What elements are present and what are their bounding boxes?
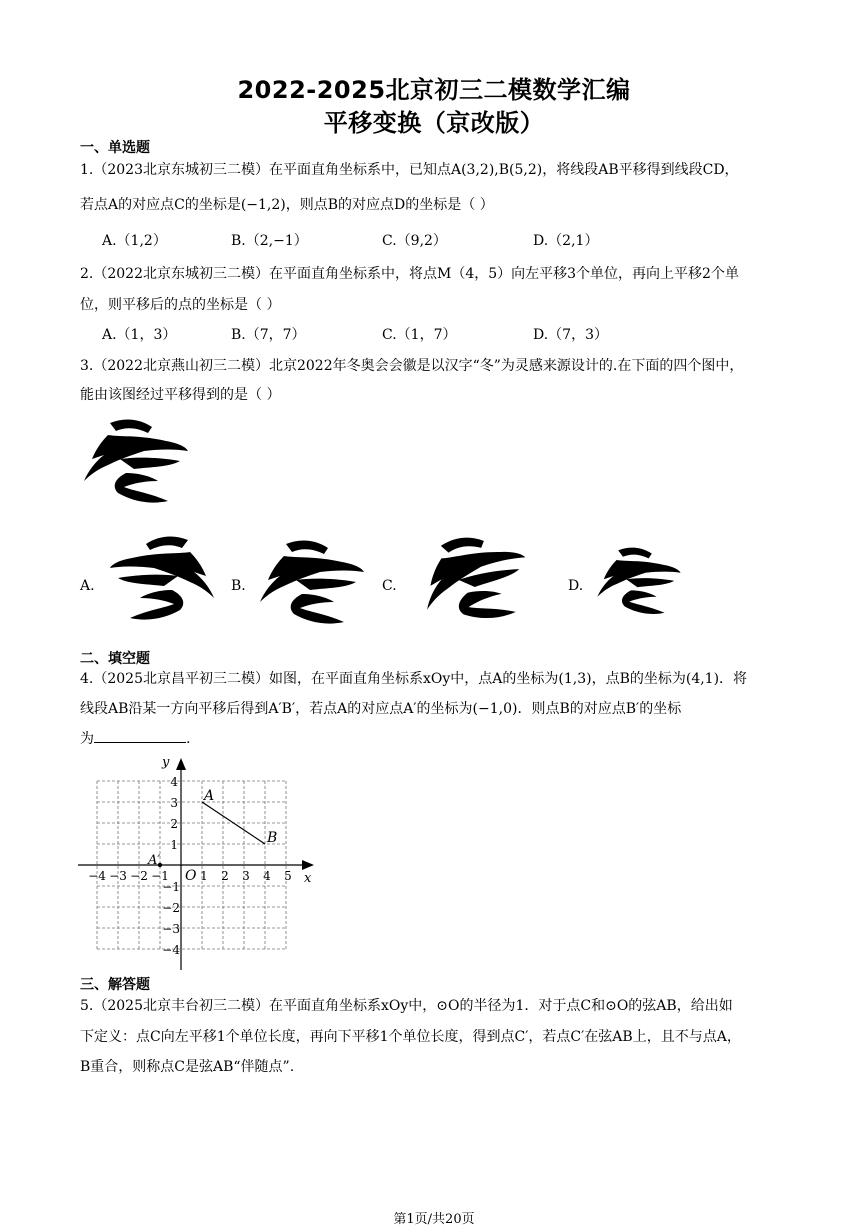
y-tick-label: −3	[162, 922, 180, 936]
x-tick-label: −4	[88, 869, 106, 883]
q5-line2: 下定义：点C向左平移1个单位长度，再向下平移1个单位长度，得到点C′，若点C′在弦AB上，且不与点A，	[80, 1029, 741, 1045]
x-tick-label: 5	[284, 869, 292, 883]
point-a-label: A	[204, 788, 215, 804]
x-axis-label: x	[304, 871, 312, 886]
section-heading-fill-blank: 二、填空题	[80, 651, 150, 667]
section-heading-single-choice: 一、单选题	[80, 140, 150, 156]
q3-option-b: B.	[231, 578, 246, 594]
q1-line1: 1.（2023北京东城初三二模）在平面直角坐标系中，已知点A(3,2),B(5,2)，将线段AB平移得到线段CD，	[80, 162, 739, 178]
q3-option-c: C.	[382, 578, 397, 594]
q4-line3	[80, 728, 190, 748]
y-tick-label: −4	[162, 943, 180, 957]
q1-option-d: D.（2,1）	[533, 233, 599, 249]
q1-line2: 若点A的对应点C的坐标是(−1,2)，则点B的对应点D的坐标是（ ）	[80, 197, 494, 213]
coordinate-graph	[76, 752, 326, 972]
x-axis-arrow-icon	[302, 860, 314, 870]
q4-line2: 线段AB沿某一方向平移后得到A′B′，若点A的对应点A′的坐标为(−1,0)．则点B的对应点B′的坐标	[80, 701, 682, 717]
winter-emblem-option-a-image	[106, 532, 218, 632]
q4-line3-end: .	[186, 731, 191, 747]
point-b-label: B	[267, 830, 278, 846]
x-tick-label: −3	[109, 869, 127, 883]
y-tick-label: 4	[170, 775, 178, 789]
y-tick-label: 3	[170, 796, 178, 810]
winter-emblem-option-d-image	[594, 544, 684, 620]
origin-label: O	[185, 868, 197, 884]
page-footer: 第1页/共20页	[393, 1212, 475, 1227]
y-tick-label: 2	[170, 817, 178, 831]
x-tick-label: −1	[151, 869, 169, 883]
q3-line1: 3.（2022北京燕山初三二模）北京2022年冬奥会会徽是以汉字“冬”为灵感来源设计的.在下面的四个图中，	[80, 358, 744, 374]
y-tick-label: 1	[170, 838, 178, 852]
q2-option-a: A.（1，3）	[102, 327, 177, 343]
q3-option-d: D.	[568, 578, 584, 594]
q2-option-c: C.（1，7）	[382, 327, 457, 343]
q1-option-b: B.（2,−1）	[231, 233, 308, 249]
q1-option-c: C.（9,2）	[382, 233, 447, 249]
x-tick-label: 1	[200, 869, 208, 883]
q2-line2: 位，则平移后的点的坐标是（ ）	[80, 297, 281, 313]
y-axis-label: y	[162, 755, 170, 770]
q2-line1: 2.（2022北京东城初三二模）在平面直角坐标系中，将点M（4，5）向左平移3个单位，再向上平移2个单	[80, 266, 739, 282]
answer-blank[interactable]	[94, 730, 186, 743]
document-subtitle: 平移变换（京改版）	[323, 109, 545, 137]
q5-line1: 5.（2025北京丰台初三二模）在平面直角坐标系xOy中，⊙O的半径为1．对于点C和⊙O的弦AB，给出如	[80, 998, 733, 1014]
q1-option-a: A.（1,2）	[102, 233, 167, 249]
q4-line3-text: 为	[80, 731, 94, 747]
segment-ab	[202, 802, 265, 844]
winter-emblem-option-c-image	[418, 530, 533, 630]
y-tick-label: −1	[162, 880, 180, 894]
q4-line1: 4.（2025北京昌平初三二模）如图，在平面直角坐标系xOy中，点A的坐标为(1,3)，点B的坐标为(4,1)．将	[80, 671, 748, 687]
y-axis-arrow-icon	[176, 758, 186, 770]
winter-emblem-original-image	[80, 415, 192, 510]
point-a-prime-label: A′	[148, 853, 161, 868]
x-tick-label: −2	[130, 869, 148, 883]
x-tick-label: 2	[221, 869, 229, 883]
section-heading-answer: 三、解答题	[80, 977, 150, 993]
q3-option-a: A.	[80, 578, 95, 594]
q5-line3: B重合，则称点C是弦AB“伴随点”.	[80, 1059, 295, 1075]
x-tick-label: 3	[242, 869, 250, 883]
document-title: 2022-2025北京初三二模数学汇编	[237, 76, 631, 104]
y-tick-label: −2	[162, 901, 180, 915]
winter-emblem-option-b-image	[256, 536, 368, 631]
q2-option-d: D.（7，3）	[533, 327, 608, 343]
x-tick-label: 4	[263, 869, 271, 883]
q2-option-b: B.（7，7）	[231, 327, 306, 343]
q3-line2: 能由该图经过平移得到的是（ ）	[80, 387, 281, 403]
